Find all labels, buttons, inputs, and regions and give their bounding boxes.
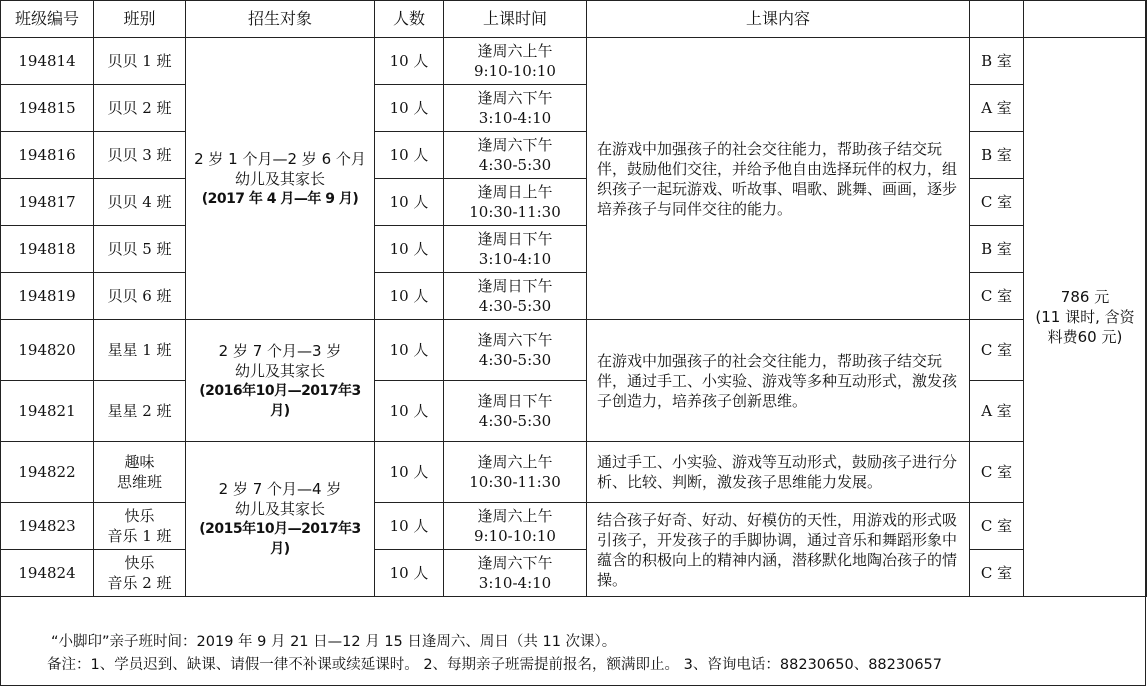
fee-amount: 786 元 bbox=[1060, 288, 1110, 306]
target-dates: (2015年10月—2017年3月) bbox=[199, 521, 361, 557]
time-range: 4:30-5:30 bbox=[478, 412, 552, 430]
class-no-cell: 194824 bbox=[1, 550, 94, 597]
class-no-cell: 194816 bbox=[1, 132, 94, 179]
fee-cell bbox=[1024, 38, 1147, 597]
class-no-cell: 194822 bbox=[1, 442, 94, 503]
header-time: 上课时间 bbox=[444, 1, 587, 38]
time-day: 逢周六上午 bbox=[477, 453, 553, 471]
time-range: 4:30-5:30 bbox=[478, 351, 552, 369]
count-cell: 10 人 bbox=[375, 320, 444, 381]
target-who: 幼儿及其家长 bbox=[234, 361, 325, 380]
footer-remarks: 备注：1、学员迟到、缺课、请假一律不补课或续延课时。 2、每期亲子班需提前报名，额满即止。 3、咨询电话：88230650、88230657 bbox=[47, 657, 942, 673]
table-row bbox=[1, 85, 1147, 132]
table-row bbox=[1, 442, 1147, 503]
content-cell-xingxing: 在游戏中加强孩子的社会交往能力，帮助孩子结交玩伴，通过手工、小实验、游戏等多种互动形式，激发孩子创造力，培养孩子创新思维。 bbox=[587, 320, 970, 442]
class-name-cell: 贝贝 6 班 bbox=[94, 273, 186, 320]
time-range: 10:30-11:30 bbox=[469, 203, 561, 221]
time-cell bbox=[444, 381, 587, 442]
header-content: 上课内容 bbox=[587, 1, 970, 38]
class-name-line2: 音乐 2 班 bbox=[107, 574, 172, 592]
time-day: 逢周日下午 bbox=[477, 230, 553, 248]
table-row bbox=[1, 226, 1147, 273]
room-cell: C 室 bbox=[970, 320, 1024, 381]
footer-notes bbox=[1, 625, 1145, 685]
count-cell: 10 人 bbox=[375, 550, 444, 597]
target-dates: (2017 年 4 月—年 9 月) bbox=[201, 190, 359, 207]
time-cell bbox=[444, 226, 587, 273]
header-class-no: 班级编号 bbox=[1, 1, 94, 38]
content-cell-thinking: 通过手工、小实验、游戏等互动形式，鼓励孩子进行分析、比较、判断，激发孩子思维能力发展。 bbox=[587, 442, 970, 503]
class-name-cell: 贝贝 1 班 bbox=[94, 38, 186, 85]
header-row bbox=[1, 1, 1147, 38]
time-range: 10:30-11:30 bbox=[469, 473, 561, 491]
header-fee bbox=[1024, 1, 1147, 38]
table-row bbox=[1, 273, 1147, 320]
count-cell: 10 人 bbox=[375, 179, 444, 226]
time-day: 逢周六下午 bbox=[477, 331, 553, 349]
target-age: 2 岁 7 个月—4 岁 bbox=[218, 480, 342, 498]
room-cell: C 室 bbox=[970, 179, 1024, 226]
table-row bbox=[1, 132, 1147, 179]
count-cell: 10 人 bbox=[375, 273, 444, 320]
table-row bbox=[1, 38, 1147, 85]
table-row bbox=[1, 503, 1147, 550]
class-no-cell: 194820 bbox=[1, 320, 94, 381]
class-no-cell: 194823 bbox=[1, 503, 94, 550]
time-range: 9:10-10:10 bbox=[474, 527, 556, 545]
count-cell: 10 人 bbox=[375, 503, 444, 550]
time-day: 逢周日上午 bbox=[477, 183, 553, 201]
time-range: 4:30-5:30 bbox=[478, 156, 552, 174]
time-cell bbox=[444, 85, 587, 132]
target-cell-xingxing bbox=[186, 320, 375, 442]
class-name-cell: 星星 1 班 bbox=[94, 320, 186, 381]
time-cell bbox=[444, 38, 587, 85]
room-cell: C 室 bbox=[970, 273, 1024, 320]
room-cell: A 室 bbox=[970, 85, 1024, 132]
count-cell: 10 人 bbox=[375, 381, 444, 442]
room-cell: A 室 bbox=[970, 381, 1024, 442]
class-name-line1: 快乐 bbox=[124, 507, 155, 525]
time-day: 逢周六下午 bbox=[477, 89, 553, 107]
table-row bbox=[1, 381, 1147, 442]
target-age: 2 岁 1 个月—2 岁 6 个月 bbox=[194, 149, 366, 168]
class-name-cell: 星星 2 班 bbox=[94, 381, 186, 442]
count-cell: 10 人 bbox=[375, 442, 444, 503]
header-count: 人数 bbox=[375, 1, 444, 38]
target-dates: (2016年10月—2017年3月) bbox=[199, 382, 361, 419]
fee-note-line2: 料费60 元) bbox=[1047, 328, 1123, 346]
content-cell-music: 结合孩子好奇、好动、好模仿的天性，用游戏的形式吸引孩子，开发孩子的手脚协调，通过音乐和舞蹈形象中蕴含的积极向上的精神内涵，潜移默化地陶冶孩子的情操。 bbox=[587, 503, 970, 597]
class-no-cell: 194819 bbox=[1, 273, 94, 320]
table-row bbox=[1, 320, 1147, 381]
class-name-cell: 贝贝 5 班 bbox=[94, 226, 186, 273]
room-cell: B 室 bbox=[970, 38, 1024, 85]
time-day: 逢周六下午 bbox=[477, 554, 553, 572]
footer-schedule-note: “小脚印”亲子班时间：2019 年 9 月 21 日—12 月 15 日逢周六、周日（共 11 次课）。 bbox=[51, 634, 617, 650]
room-cell: C 室 bbox=[970, 442, 1024, 503]
time-day: 逢周六上午 bbox=[477, 507, 553, 525]
class-no-cell: 194814 bbox=[1, 38, 94, 85]
count-cell: 10 人 bbox=[375, 226, 444, 273]
room-cell: C 室 bbox=[970, 550, 1024, 597]
room-cell: B 室 bbox=[970, 132, 1024, 179]
fee-note-line1: (11 课时, 含资 bbox=[1035, 308, 1135, 326]
class-name-line2: 思维班 bbox=[116, 473, 162, 491]
time-cell bbox=[444, 320, 587, 381]
target-age: 2 岁 7 个月—3 岁 bbox=[218, 341, 342, 360]
time-cell bbox=[444, 442, 587, 503]
class-name-cell: 贝贝 3 班 bbox=[94, 132, 186, 179]
header-target: 招生对象 bbox=[186, 1, 375, 38]
time-range: 3:10-4:10 bbox=[478, 250, 552, 268]
time-cell bbox=[444, 503, 587, 550]
time-day: 逢周六上午 bbox=[477, 42, 553, 60]
class-no-cell: 194818 bbox=[1, 226, 94, 273]
header-room bbox=[970, 1, 1024, 38]
time-cell bbox=[444, 179, 587, 226]
class-name-line1: 快乐 bbox=[124, 554, 155, 572]
class-name-cell bbox=[94, 442, 186, 503]
class-name-line1: 趣味 bbox=[124, 453, 155, 471]
time-day: 逢周日下午 bbox=[477, 392, 553, 410]
target-cell-beibei bbox=[186, 38, 375, 320]
time-cell bbox=[444, 273, 587, 320]
time-range: 3:10-4:10 bbox=[478, 109, 552, 127]
time-range: 4:30-5:30 bbox=[478, 297, 552, 315]
class-name-cell: 贝贝 2 班 bbox=[94, 85, 186, 132]
time-day: 逢周日下午 bbox=[477, 277, 553, 295]
table-row bbox=[1, 179, 1147, 226]
class-no-cell: 194821 bbox=[1, 381, 94, 442]
class-name-cell bbox=[94, 503, 186, 550]
class-no-cell: 194817 bbox=[1, 179, 94, 226]
target-who: 幼儿及其家长 bbox=[234, 169, 325, 188]
class-no-cell: 194815 bbox=[1, 85, 94, 132]
time-range: 3:10-4:10 bbox=[478, 574, 552, 592]
time-range: 9:10-10:10 bbox=[474, 62, 556, 80]
target-who: 幼儿及其家长 bbox=[234, 500, 325, 518]
count-cell: 10 人 bbox=[375, 132, 444, 179]
count-cell: 10 人 bbox=[375, 38, 444, 85]
room-cell: B 室 bbox=[970, 226, 1024, 273]
count-cell: 10 人 bbox=[375, 85, 444, 132]
target-cell-older bbox=[186, 442, 375, 597]
content-cell-beibei: 在游戏中加强孩子的社会交往能力，帮助孩子结交玩伴，鼓励他们交往，并给予他自由选择玩伴的权力，组织孩子一起玩游戏、听故事、唱歌、跳舞、画画，逐步培养孩子与同伴交往的能力。 bbox=[587, 38, 970, 320]
class-name-cell: 贝贝 4 班 bbox=[94, 179, 186, 226]
time-cell bbox=[444, 550, 587, 597]
table-row bbox=[1, 550, 1147, 597]
class-name-line2: 音乐 1 班 bbox=[107, 527, 172, 545]
class-name-cell bbox=[94, 550, 186, 597]
time-cell bbox=[444, 132, 587, 179]
time-day: 逢周六下午 bbox=[477, 136, 553, 154]
header-class-name: 班别 bbox=[94, 1, 186, 38]
room-cell: C 室 bbox=[970, 503, 1024, 550]
